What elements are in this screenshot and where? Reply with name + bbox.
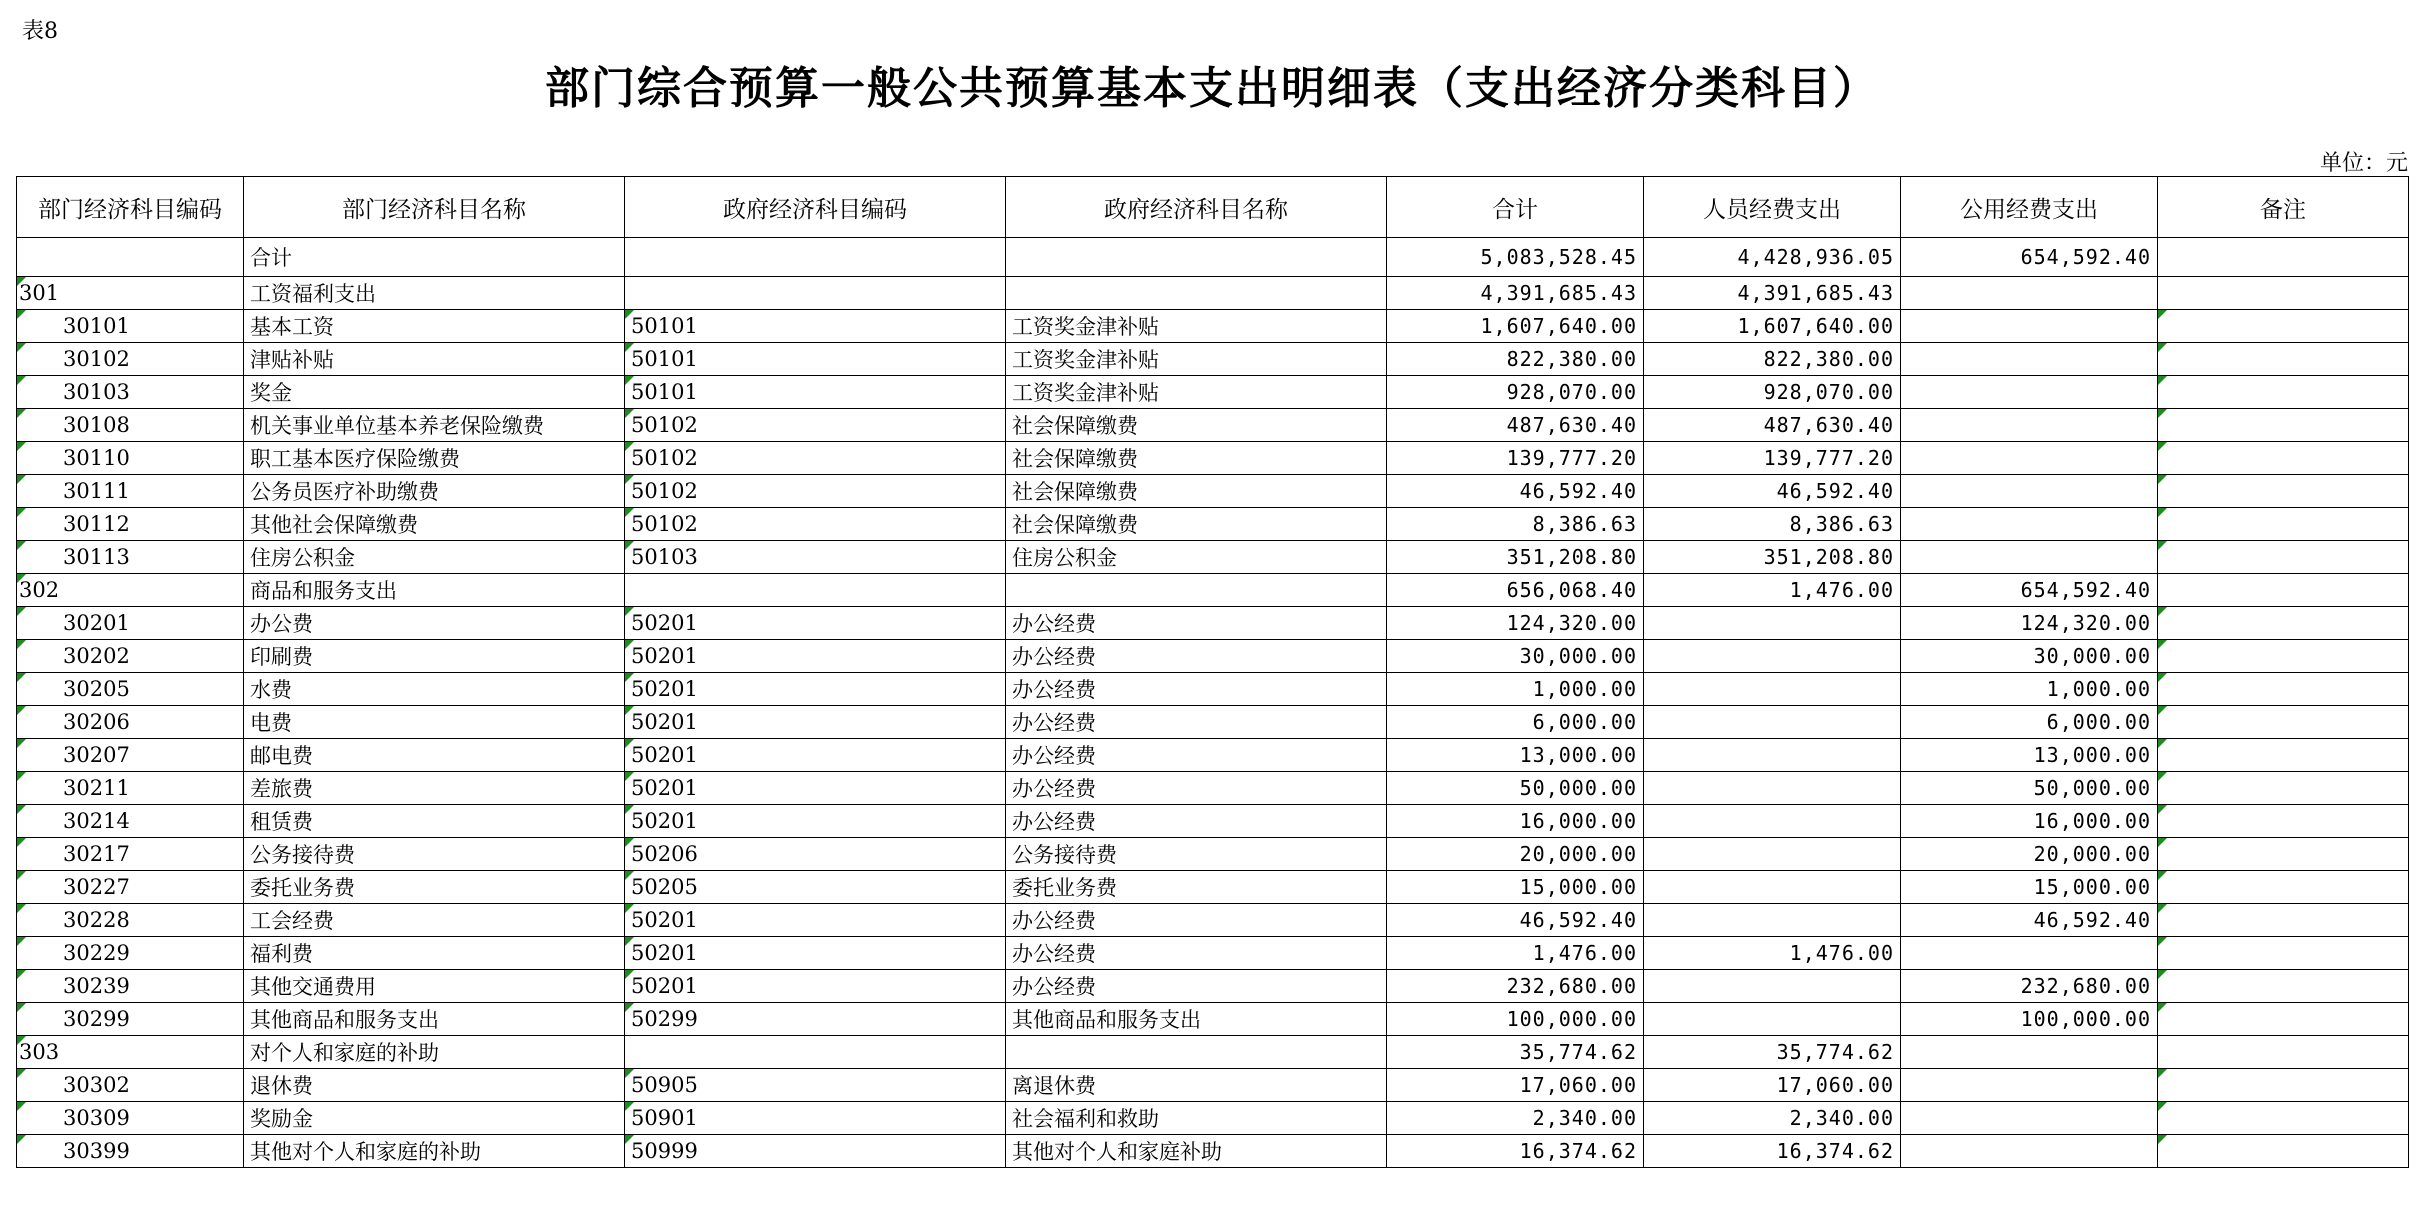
cell-note [2158,442,2409,475]
cell-public: 654,592.40 [1901,238,2158,277]
cell-dept-code: 30108 [17,409,244,442]
cell-dept-name: 公务接待费 [244,838,625,871]
cell-total: 4,391,685.43 [1387,277,1644,310]
cell-public: 6,000.00 [1901,706,2158,739]
cell-public: 124,320.00 [1901,607,2158,640]
cell-dept-name: 对个人和家庭的补助 [244,1036,625,1069]
table-row [17,970,2409,1003]
cell-note [2158,574,2409,607]
cell-total: 35,774.62 [1387,1036,1644,1069]
cell-personnel: 1,607,640.00 [1644,310,1901,343]
page-title: 部门综合预算一般公共预算基本支出明细表（支出经济分类科目） [545,63,1879,114]
cell-dept-code: 301 [17,277,244,310]
cell-personnel: 1,476.00 [1644,574,1901,607]
cell-gov-code: 50201 [625,607,1006,640]
cell-gov-name: 办公经费 [1006,607,1387,640]
cell-total: 1,476.00 [1387,937,1644,970]
cell-dept-code: 30207 [17,739,244,772]
cell-public: 20,000.00 [1901,838,2158,871]
cell-dept-code [17,238,244,277]
cell-dept-name: 差旅费 [244,772,625,805]
cell-public: 654,592.40 [1901,574,2158,607]
cell-personnel: 46,592.40 [1644,475,1901,508]
cell-public: 232,680.00 [1901,970,2158,1003]
cell-gov-name: 社会保障缴费 [1006,508,1387,541]
cell-total: 822,380.00 [1387,343,1644,376]
cell-note [2158,1069,2409,1102]
cell-total: 124,320.00 [1387,607,1644,640]
cell-dept-code: 30299 [17,1003,244,1036]
cell-personnel [1644,970,1901,1003]
cell-dept-name: 住房公积金 [244,541,625,574]
cell-note [2158,1135,2409,1168]
cell-dept-code: 302 [17,574,244,607]
cell-note [2158,1036,2409,1069]
cell-gov-code: 50201 [625,772,1006,805]
table-row [17,376,2409,409]
cell-dept-code: 30239 [17,970,244,1003]
table-row [17,1135,2409,1168]
cell-dept-name: 基本工资 [244,310,625,343]
cell-dept-name: 奖金 [244,376,625,409]
cell-dept-code: 30217 [17,838,244,871]
col-header-personnel: 人员经费支出 [1644,177,1901,238]
cell-personnel [1644,739,1901,772]
cell-dept-code: 30211 [17,772,244,805]
cell-personnel [1644,772,1901,805]
cell-gov-code: 50201 [625,739,1006,772]
table-row [17,772,2409,805]
cell-public: 100,000.00 [1901,1003,2158,1036]
cell-total: 928,070.00 [1387,376,1644,409]
header-row [17,177,2409,238]
cell-personnel: 351,208.80 [1644,541,1901,574]
cell-note [2158,871,2409,904]
table-row [17,409,2409,442]
table-row [17,277,2409,310]
cell-total: 17,060.00 [1387,1069,1644,1102]
cell-gov-code: 50205 [625,871,1006,904]
cell-public [1901,376,2158,409]
table-row [17,1003,2409,1036]
cell-dept-name: 退休费 [244,1069,625,1102]
table-row [17,607,2409,640]
table-row [17,706,2409,739]
cell-dept-name: 奖励金 [244,1102,625,1135]
cell-total: 5,083,528.45 [1387,238,1644,277]
cell-dept-code: 30214 [17,805,244,838]
cell-dept-name: 办公费 [244,607,625,640]
cell-total: 100,000.00 [1387,1003,1644,1036]
cell-note [2158,838,2409,871]
cell-gov-code: 50102 [625,508,1006,541]
cell-public: 46,592.40 [1901,904,2158,937]
cell-gov-code: 50101 [625,376,1006,409]
cell-gov-code: 50102 [625,409,1006,442]
cell-gov-code: 50299 [625,1003,1006,1036]
cell-dept-code: 303 [17,1036,244,1069]
cell-gov-name: 办公经费 [1006,640,1387,673]
col-header-total: 合计 [1387,177,1644,238]
cell-total: 16,374.62 [1387,1135,1644,1168]
cell-note [2158,772,2409,805]
cell-personnel: 1,476.00 [1644,937,1901,970]
cell-total: 46,592.40 [1387,904,1644,937]
cell-total: 30,000.00 [1387,640,1644,673]
table-row [17,310,2409,343]
cell-dept-name: 公务员医疗补助缴费 [244,475,625,508]
cell-dept-name: 工资福利支出 [244,277,625,310]
cell-gov-name: 住房公积金 [1006,541,1387,574]
cell-dept-name: 委托业务费 [244,871,625,904]
table-row [17,1102,2409,1135]
cell-total: 1,000.00 [1387,673,1644,706]
cell-note [2158,970,2409,1003]
cell-personnel: 2,340.00 [1644,1102,1901,1135]
cell-personnel [1644,1003,1901,1036]
cell-dept-name: 其他商品和服务支出 [244,1003,625,1036]
cell-gov-code: 50201 [625,937,1006,970]
cell-gov-name: 公务接待费 [1006,838,1387,871]
cell-dept-name: 邮电费 [244,739,625,772]
cell-dept-name: 其他交通费用 [244,970,625,1003]
cell-total: 232,680.00 [1387,970,1644,1003]
cell-gov-code: 50102 [625,475,1006,508]
table-row [17,640,2409,673]
cell-note [2158,904,2409,937]
cell-gov-code [625,1036,1006,1069]
cell-personnel: 16,374.62 [1644,1135,1901,1168]
cell-dept-code: 30206 [17,706,244,739]
cell-public [1901,1069,2158,1102]
cell-personnel: 35,774.62 [1644,1036,1901,1069]
cell-total: 20,000.00 [1387,838,1644,871]
cell-dept-code: 30229 [17,937,244,970]
cell-note [2158,343,2409,376]
cell-dept-code: 30112 [17,508,244,541]
cell-total: 13,000.00 [1387,739,1644,772]
cell-dept-name: 电费 [244,706,625,739]
cell-total: 16,000.00 [1387,805,1644,838]
cell-gov-name: 社会保障缴费 [1006,475,1387,508]
cell-gov-name: 工资奖金津补贴 [1006,343,1387,376]
cell-public [1901,310,2158,343]
table-row [17,838,2409,871]
cell-public [1901,409,2158,442]
cell-public: 1,000.00 [1901,673,2158,706]
cell-dept-code: 30103 [17,376,244,409]
cell-personnel: 822,380.00 [1644,343,1901,376]
cell-personnel [1644,805,1901,838]
cell-public [1901,1135,2158,1168]
cell-personnel: 4,391,685.43 [1644,277,1901,310]
cell-dept-name: 其他对个人和家庭的补助 [244,1135,625,1168]
cell-note [2158,310,2409,343]
col-header-dept-code: 部门经济科目编码 [17,177,244,238]
cell-gov-code: 50102 [625,442,1006,475]
col-header-note: 备注 [2158,177,2409,238]
cell-dept-code: 30302 [17,1069,244,1102]
cell-gov-name: 工资奖金津补贴 [1006,376,1387,409]
cell-personnel [1644,904,1901,937]
cell-public: 30,000.00 [1901,640,2158,673]
cell-personnel: 487,630.40 [1644,409,1901,442]
cell-gov-code: 50103 [625,541,1006,574]
cell-personnel: 928,070.00 [1644,376,1901,409]
cell-note [2158,805,2409,838]
cell-public [1901,475,2158,508]
cell-note [2158,1102,2409,1135]
cell-gov-name: 办公经费 [1006,772,1387,805]
table-row [17,937,2409,970]
cell-public: 15,000.00 [1901,871,2158,904]
cell-note [2158,673,2409,706]
cell-dept-name: 合计 [244,238,625,277]
table-row [17,673,2409,706]
cell-personnel [1644,706,1901,739]
cell-public [1901,937,2158,970]
cell-gov-name: 办公经费 [1006,904,1387,937]
cell-personnel: 139,777.20 [1644,442,1901,475]
cell-note [2158,640,2409,673]
sheet-label: 表8 [22,19,58,44]
table-row [17,871,2409,904]
col-header-dept-name: 部门经济科目名称 [244,177,625,238]
cell-gov-code: 50201 [625,904,1006,937]
cell-note [2158,409,2409,442]
cell-total: 487,630.40 [1387,409,1644,442]
cell-gov-code [625,277,1006,310]
cell-dept-name: 水费 [244,673,625,706]
table-row [17,541,2409,574]
budget-table [16,176,2409,1168]
table-row [17,739,2409,772]
cell-gov-name: 其他对个人和家庭补助 [1006,1135,1387,1168]
cell-personnel [1644,673,1901,706]
cell-gov-code: 50201 [625,706,1006,739]
cell-public: 50,000.00 [1901,772,2158,805]
cell-dept-name: 福利费 [244,937,625,970]
cell-dept-name: 机关事业单位基本养老保险缴费 [244,409,625,442]
cell-note [2158,541,2409,574]
cell-personnel [1644,838,1901,871]
cell-personnel: 4,428,936.05 [1644,238,1901,277]
cell-dept-code: 30205 [17,673,244,706]
unit-label: 单位：元 [2319,151,2408,176]
cell-note [2158,1003,2409,1036]
cell-gov-code: 50905 [625,1069,1006,1102]
cell-dept-name: 印刷费 [244,640,625,673]
cell-note [2158,607,2409,640]
cell-dept-code: 30201 [17,607,244,640]
table-row [17,508,2409,541]
cell-dept-name: 职工基本医疗保险缴费 [244,442,625,475]
cell-personnel: 8,386.63 [1644,508,1901,541]
table-row [17,805,2409,838]
cell-dept-name: 津贴补贴 [244,343,625,376]
cell-total: 46,592.40 [1387,475,1644,508]
cell-note [2158,475,2409,508]
cell-dept-name: 工会经费 [244,904,625,937]
cell-gov-name: 委托业务费 [1006,871,1387,904]
cell-personnel [1644,607,1901,640]
cell-dept-code: 30309 [17,1102,244,1135]
cell-total: 6,000.00 [1387,706,1644,739]
col-header-gov-code: 政府经济科目编码 [625,177,1006,238]
cell-note [2158,937,2409,970]
cell-public [1901,541,2158,574]
cell-public [1901,1102,2158,1135]
cell-dept-code: 30113 [17,541,244,574]
cell-public [1901,277,2158,310]
cell-dept-name: 其他社会保障缴费 [244,508,625,541]
cell-note [2158,376,2409,409]
cell-gov-code: 50901 [625,1102,1006,1135]
table-row-grand-total [17,238,2409,277]
cell-personnel: 17,060.00 [1644,1069,1901,1102]
cell-gov-code [625,574,1006,607]
col-header-gov-name: 政府经济科目名称 [1006,177,1387,238]
cell-dept-code: 30111 [17,475,244,508]
cell-gov-code: 50206 [625,838,1006,871]
cell-personnel [1644,871,1901,904]
cell-total: 656,068.40 [1387,574,1644,607]
cell-total: 2,340.00 [1387,1102,1644,1135]
cell-gov-name [1006,238,1387,277]
cell-gov-name: 其他商品和服务支出 [1006,1003,1387,1036]
table-row [17,574,2409,607]
cell-total: 15,000.00 [1387,871,1644,904]
cell-gov-name: 社会保障缴费 [1006,442,1387,475]
cell-gov-code [625,238,1006,277]
cell-public [1901,1036,2158,1069]
cell-gov-code: 50201 [625,673,1006,706]
cell-gov-name: 办公经费 [1006,970,1387,1003]
cell-gov-code: 50101 [625,310,1006,343]
cell-dept-code: 30101 [17,310,244,343]
cell-dept-code: 30228 [17,904,244,937]
cell-gov-name [1006,574,1387,607]
cell-gov-name: 离退休费 [1006,1069,1387,1102]
cell-note [2158,706,2409,739]
cell-personnel [1644,640,1901,673]
cell-dept-name: 租赁费 [244,805,625,838]
cell-gov-name: 办公经费 [1006,937,1387,970]
cell-dept-code: 30110 [17,442,244,475]
cell-gov-name: 社会福利和救助 [1006,1102,1387,1135]
cell-gov-code: 50101 [625,343,1006,376]
cell-public: 13,000.00 [1901,739,2158,772]
cell-gov-name [1006,277,1387,310]
cell-public [1901,508,2158,541]
cell-gov-name: 办公经费 [1006,739,1387,772]
cell-note [2158,277,2409,310]
cell-total: 139,777.20 [1387,442,1644,475]
cell-note [2158,238,2409,277]
table-row [17,904,2409,937]
cell-public [1901,343,2158,376]
table-row [17,442,2409,475]
cell-gov-code: 50201 [625,805,1006,838]
cell-note [2158,508,2409,541]
col-header-public: 公用经费支出 [1901,177,2158,238]
cell-dept-code: 30202 [17,640,244,673]
cell-total: 351,208.80 [1387,541,1644,574]
table-row [17,475,2409,508]
cell-gov-name [1006,1036,1387,1069]
table-row [17,343,2409,376]
cell-gov-code: 50999 [625,1135,1006,1168]
table-row [17,1069,2409,1102]
table-body [17,238,2409,1168]
cell-public: 16,000.00 [1901,805,2158,838]
cell-gov-name: 办公经费 [1006,706,1387,739]
cell-total: 8,386.63 [1387,508,1644,541]
cell-gov-name: 社会保障缴费 [1006,409,1387,442]
cell-dept-name: 商品和服务支出 [244,574,625,607]
cell-note [2158,739,2409,772]
cell-dept-code: 30102 [17,343,244,376]
cell-total: 50,000.00 [1387,772,1644,805]
cell-total: 1,607,640.00 [1387,310,1644,343]
cell-public [1901,442,2158,475]
cell-gov-name: 办公经费 [1006,673,1387,706]
cell-gov-code: 50201 [625,640,1006,673]
cell-dept-code: 30227 [17,871,244,904]
cell-gov-code: 50201 [625,970,1006,1003]
cell-gov-name: 办公经费 [1006,805,1387,838]
cell-dept-code: 30399 [17,1135,244,1168]
table-row [17,1036,2409,1069]
cell-gov-name: 工资奖金津补贴 [1006,310,1387,343]
